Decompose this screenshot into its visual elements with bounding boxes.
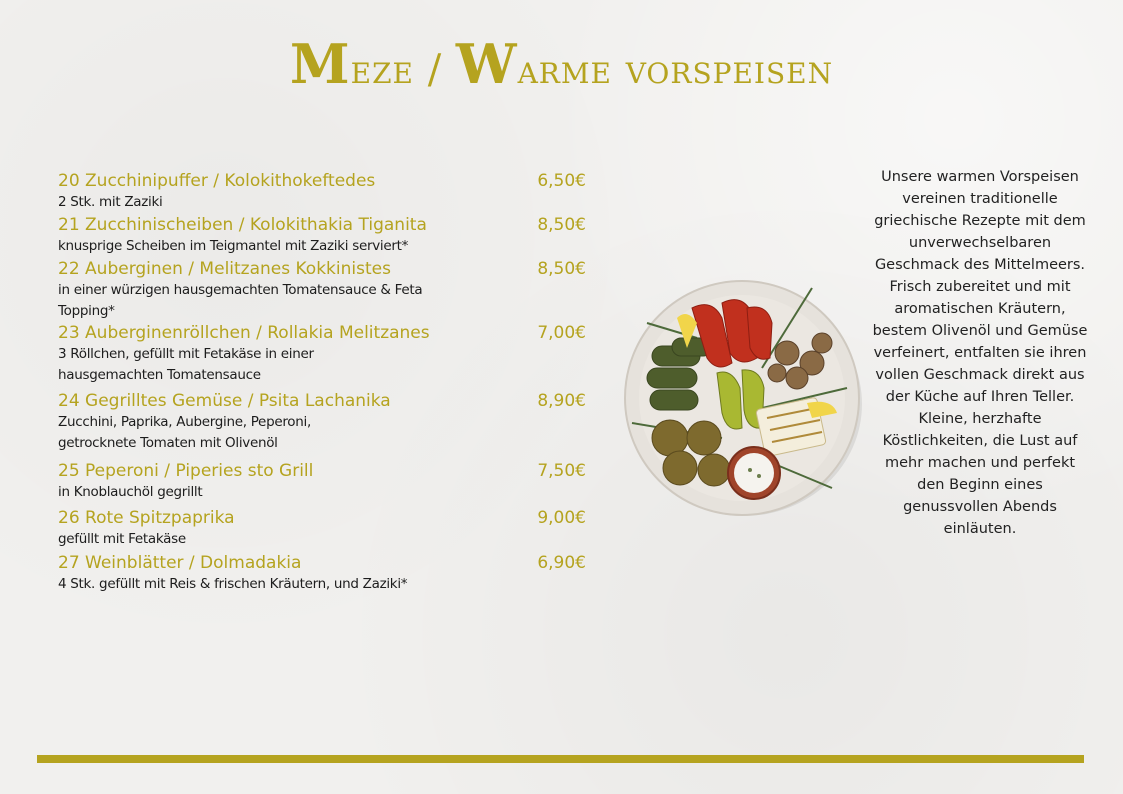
intro-text: Unsere warmen Vorspeisen vereinen traditionelle griechische Rezepte mit dem unverwechselbaren Geschmack des Mittelmeers. Frisch zubereitet und mit aromatischen Kräutern, bestem Olivenöl und Gemüse verfeinert, entfalten sie ihren vollen Geschmack direkt aus der Küche auf Ihren Teller. Kleine, herzhafte Köstlichkeiten, die Lust auf mehr machen und perfekt den Beginn eines genussvollen Abends einläuten. [872,169,1088,537]
menu-item [58,460,588,507]
item-price: 8,50€ [537,259,586,279]
item-description: in Knoblauchöl gegrillt [58,484,203,500]
item-name: 22 Auberginen / Melitzanes Kokkinistes [58,259,391,279]
menu-item [58,507,588,552]
menu-item [58,390,588,460]
item-name: 26 Rote Spitzpaprika [58,508,235,528]
item-price: 6,90€ [537,553,586,573]
menu-item [58,214,588,258]
item-description: 4 Stk. gefüllt mit Reis & frischen Kräutern, und Zaziki* [58,576,408,592]
menu-list [58,170,588,596]
item-price: 8,50€ [537,215,586,235]
meze-plate-icon [622,278,862,518]
item-description: Zucchini, Paprika, Aubergine, Peperoni, getrocknete Tomaten mit Olivenöl [58,414,311,451]
item-price: 7,00€ [537,323,586,343]
item-price: 6,50€ [537,171,586,191]
item-price: 9,00€ [537,508,586,528]
page-title: Meze / Warme vorspeisen [289,32,834,96]
menu-item [58,552,588,596]
item-description: gefüllt mit Fetakäse [58,531,186,547]
item-name: 21 Zucchinischeiben / Kolokithakia Tiganita [58,215,427,235]
item-name: 20 Zucchinipuffer / Kolokithokeftedes [58,171,376,191]
footer-divider [37,755,1084,763]
menu-item [58,322,588,390]
item-description: 3 Röllchen, gefüllt mit Fetakäse in einer hausgemachten Tomatensauce [58,346,314,383]
item-description: knusprige Scheiben im Teigmantel mit Zaziki serviert* [58,238,409,254]
item-description: in einer würzigen hausgemachten Tomatensauce & Feta Topping* [58,282,423,319]
item-price: 8,90€ [537,391,586,411]
item-price: 7,50€ [537,461,586,481]
menu-item [58,170,588,214]
item-name: 24 Gegrilltes Gemüse / Psita Lachanika [58,391,391,411]
item-name: 27 Weinblätter / Dolmadakia [58,553,302,573]
item-description: 2 Stk. mit Zaziki [58,194,163,210]
menu-item [58,258,588,322]
item-name: 23 Auberginenröllchen / Rollakia Melitzanes [58,323,430,343]
item-name: 25 Peperoni / Piperies sto Grill [58,461,314,481]
